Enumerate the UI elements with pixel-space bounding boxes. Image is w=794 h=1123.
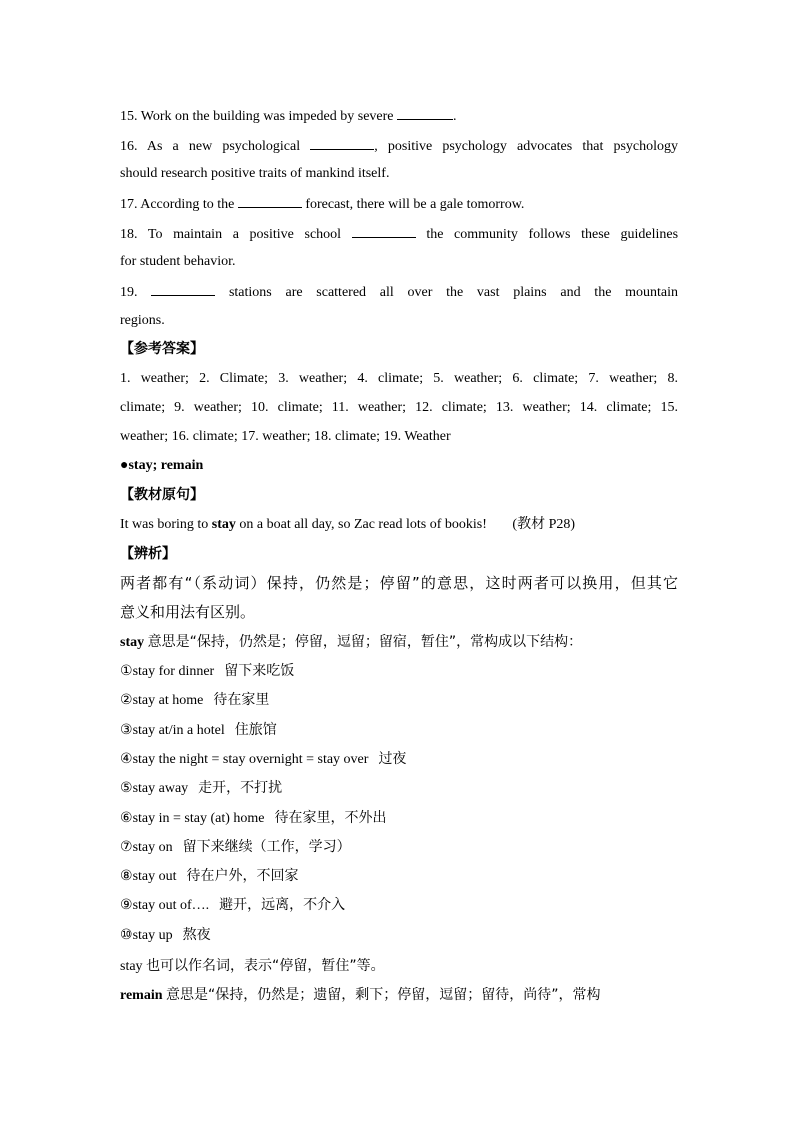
textbook-heading: 【教材原句】 <box>120 487 204 503</box>
item-number-marker: ④ <box>120 751 133 767</box>
stay-phrase-item <box>120 867 678 886</box>
stay-phrase-chinese: 待在户外，不回家 <box>186 868 299 884</box>
question-18-text-cont: the community follows these guidelines <box>426 227 678 242</box>
item-number-marker: ⑨ <box>120 897 133 913</box>
question-15 <box>120 106 678 126</box>
stay-phrase-english: stay the night = stay overnight = stay over <box>132 752 369 767</box>
stay-phrase-english: stay up <box>132 928 173 943</box>
question-17-text: 17. According to the <box>120 197 235 212</box>
stay-phrase-english: stay at/in a hotel <box>132 723 225 738</box>
stay-phrase-chinese: 住旅馆 <box>234 722 277 738</box>
stay-phrase-chinese: 待在家里，不外出 <box>274 810 387 826</box>
question-17 <box>120 194 678 214</box>
stay-phrase-item <box>120 926 678 945</box>
question-19 <box>120 282 678 302</box>
answers-line-1: 1. weather; 2. Climate; 3. weather; 4. climate; 5. weather; 6. climate; 7. weather; 8. <box>120 371 678 386</box>
remain-definition <box>120 986 678 1005</box>
stay-phrase-item <box>120 809 678 828</box>
textbook-sentence-start: It was boring to <box>120 517 209 532</box>
stay-phrase-item <box>120 838 678 857</box>
textbook-keyword: stay <box>211 517 236 532</box>
stay-noun-text: 也可以作名词，表示“停留，暂住”等。 <box>146 958 385 974</box>
question-16 <box>120 136 678 156</box>
stay-phrase-chinese: 过夜 <box>378 751 407 767</box>
stay-phrase-english: stay at home <box>132 693 204 708</box>
question-18 <box>120 224 678 244</box>
item-number-marker: ② <box>120 692 133 708</box>
answers-line-2: climate; 9. weather; 10. climate; 11. weather; 12. climate; 13. weather; 14. climate; 15. <box>120 400 678 415</box>
stay-phrase-chinese: 避开，远离，不介入 <box>219 897 346 913</box>
stay-definition <box>120 633 678 652</box>
question-18-text: 18. To maintain a positive school <box>120 227 342 242</box>
question-16-line2: should research positive traits of mankind itself. <box>120 166 390 181</box>
question-17-text-cont: forecast, there will be a gale tomorrow. <box>305 197 525 212</box>
answer-blank <box>238 194 302 208</box>
stay-noun-note <box>120 957 678 976</box>
stay-noun-word: stay <box>120 959 143 974</box>
stay-phrase-english: stay for dinner <box>132 664 215 679</box>
stay-definition-text: 意思是“保持，仍然是；停留，逗留；留宿，暂住”，常构成以下结构： <box>147 634 583 650</box>
item-number-marker: ⑦ <box>120 839 133 855</box>
answers-line-3: weather; 16. climate; 17. weather; 18. climate; 19. Weather <box>120 429 451 444</box>
stay-phrase-chinese: 留下来吃饭 <box>224 663 295 679</box>
item-number-marker: ⑩ <box>120 927 133 943</box>
question-19-number: 19. <box>120 285 138 300</box>
answer-blank <box>352 224 416 238</box>
question-16-text-cont: , positive psychology advocates that psychology <box>374 139 678 154</box>
textbook-sentence-end: on a boat all day, so Zac read lots of bookis! <box>239 517 487 532</box>
stay-phrase-chinese: 待在家里 <box>213 692 270 708</box>
stay-phrase-english: stay away <box>132 781 189 796</box>
item-number-marker: ⑤ <box>120 780 133 796</box>
stay-keyword: stay <box>120 635 145 650</box>
answer-heading: 【参考答案】 <box>120 341 204 357</box>
stay-phrase-english: stay out of…. <box>132 898 210 913</box>
stay-phrase-item <box>120 779 678 798</box>
analysis-line-1: 两者都有“（系动词）保持，仍然是；停留”的意思，这时两者可以换用，但其它 <box>120 574 678 592</box>
stay-phrase-english: stay in = stay (at) home <box>132 811 265 826</box>
answer-blank <box>151 282 215 296</box>
question-18-line2: for student behavior. <box>120 254 236 269</box>
item-number-marker: ⑧ <box>120 868 133 884</box>
answer-blank <box>310 136 374 150</box>
stay-phrase-english: stay out <box>132 869 177 884</box>
stay-phrase-chinese: 走开，不打扰 <box>198 780 283 796</box>
remain-definition-text: 意思是“保持，仍然是；遗留，剩下；停留，逗留；留待，尚待”，常构 <box>166 987 601 1003</box>
answer-blank <box>397 106 453 120</box>
question-15-end: . <box>453 109 457 124</box>
stay-phrase-item <box>120 662 678 681</box>
stay-phrase-item <box>120 750 678 769</box>
stay-phrase-english: stay on <box>132 840 173 855</box>
stay-phrase-item <box>120 721 678 740</box>
remain-keyword: remain <box>120 988 163 1003</box>
item-number-marker: ⑥ <box>120 810 133 826</box>
stay-phrase-item <box>120 691 678 710</box>
analysis-heading: 【辨析】 <box>120 546 176 562</box>
textbook-sentence <box>120 516 678 534</box>
section-title: ●stay; remain <box>120 458 204 473</box>
stay-phrase-chinese: 熬夜 <box>182 927 211 943</box>
stay-phrase-chinese: 留下来继续（工作，学习） <box>182 839 351 855</box>
item-number-marker: ③ <box>120 722 133 738</box>
textbook-reference: (教材 P28) <box>512 517 576 532</box>
analysis-line-2: 意义和用法有区别。 <box>120 603 256 621</box>
item-number-marker: ① <box>120 663 133 679</box>
question-15-text: 15. Work on the building was impeded by severe <box>120 109 394 124</box>
stay-phrase-item <box>120 896 678 915</box>
question-19-text: stations are scattered all over the vast plains and the mountain <box>228 285 678 300</box>
question-19-line2: regions. <box>120 313 165 328</box>
question-16-text: 16. As a new psychological <box>120 139 301 154</box>
